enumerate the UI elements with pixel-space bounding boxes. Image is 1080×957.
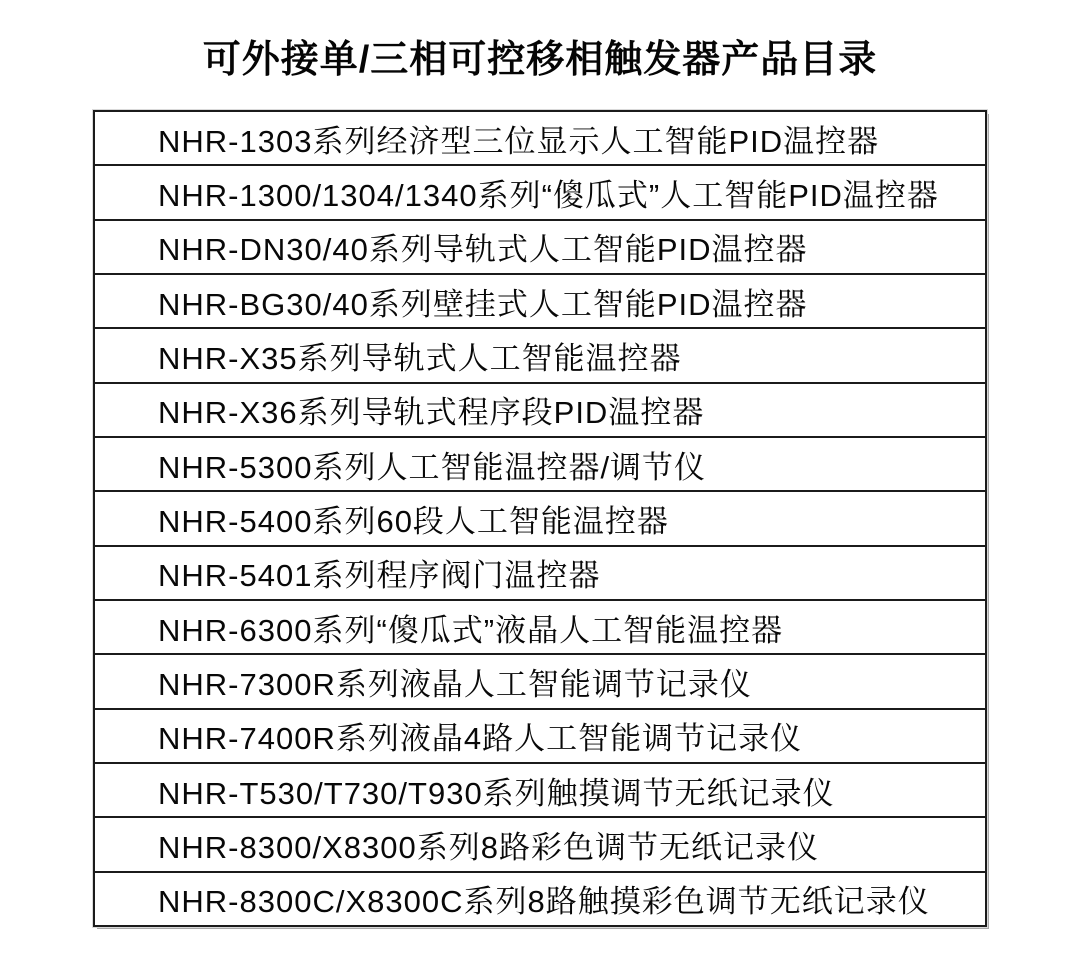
catalog-row-label: NHR-6300系列“傻瓜式”液晶人工智能温控器 [158, 612, 784, 648]
catalog-row-label: NHR-7400R系列液晶4路人工智能调节记录仪 [158, 721, 803, 757]
catalog-row [95, 329, 985, 383]
catalog-row [95, 438, 985, 492]
catalog-row-label: NHR-1300/1304/1340系列“傻瓜式”人工智能PID温控器 [158, 177, 939, 213]
catalog-row [95, 710, 985, 764]
catalog-row [95, 166, 985, 220]
catalog-row-label: NHR-5401系列程序阀门温控器 [158, 558, 601, 594]
catalog-row [95, 492, 985, 546]
catalog-row [95, 547, 985, 601]
catalog-row [95, 221, 985, 275]
catalog-row [95, 873, 985, 925]
page-title: 可外接单/三相可控移相触发器产品目录 [202, 39, 878, 81]
catalog-row-label: NHR-1303系列经济型三位显示人工智能PID温控器 [158, 123, 880, 159]
product-catalog-table [93, 110, 987, 927]
catalog-row-label: NHR-T530/T730/T930系列触摸调节无纸记录仪 [158, 775, 835, 811]
catalog-row [95, 655, 985, 709]
catalog-row-label: NHR-5300系列人工智能温控器/调节仪 [158, 449, 707, 485]
catalog-row-label: NHR-DN30/40系列导轨式人工智能PID温控器 [158, 232, 808, 268]
catalog-row [95, 275, 985, 329]
catalog-row-label: NHR-8300C/X8300C系列8路触摸彩色调节无纸记录仪 [158, 884, 930, 920]
catalog-row [95, 384, 985, 438]
catalog-row-label: NHR-5400系列60段人工智能温控器 [158, 503, 669, 539]
catalog-row-label: NHR-BG30/40系列壁挂式人工智能PID温控器 [158, 286, 808, 322]
catalog-row-label: NHR-7300R系列液晶人工智能调节记录仪 [158, 666, 752, 702]
catalog-row [95, 764, 985, 818]
catalog-row-label: NHR-X36系列导轨式程序段PID温控器 [158, 395, 705, 431]
catalog-row-label: NHR-8300/X8300系列8路彩色调节无纸记录仪 [158, 829, 819, 865]
catalog-row [95, 818, 985, 872]
catalog-row [95, 601, 985, 655]
catalog-row [95, 112, 985, 166]
catalog-row-label: NHR-X35系列导轨式人工智能温控器 [158, 340, 682, 376]
